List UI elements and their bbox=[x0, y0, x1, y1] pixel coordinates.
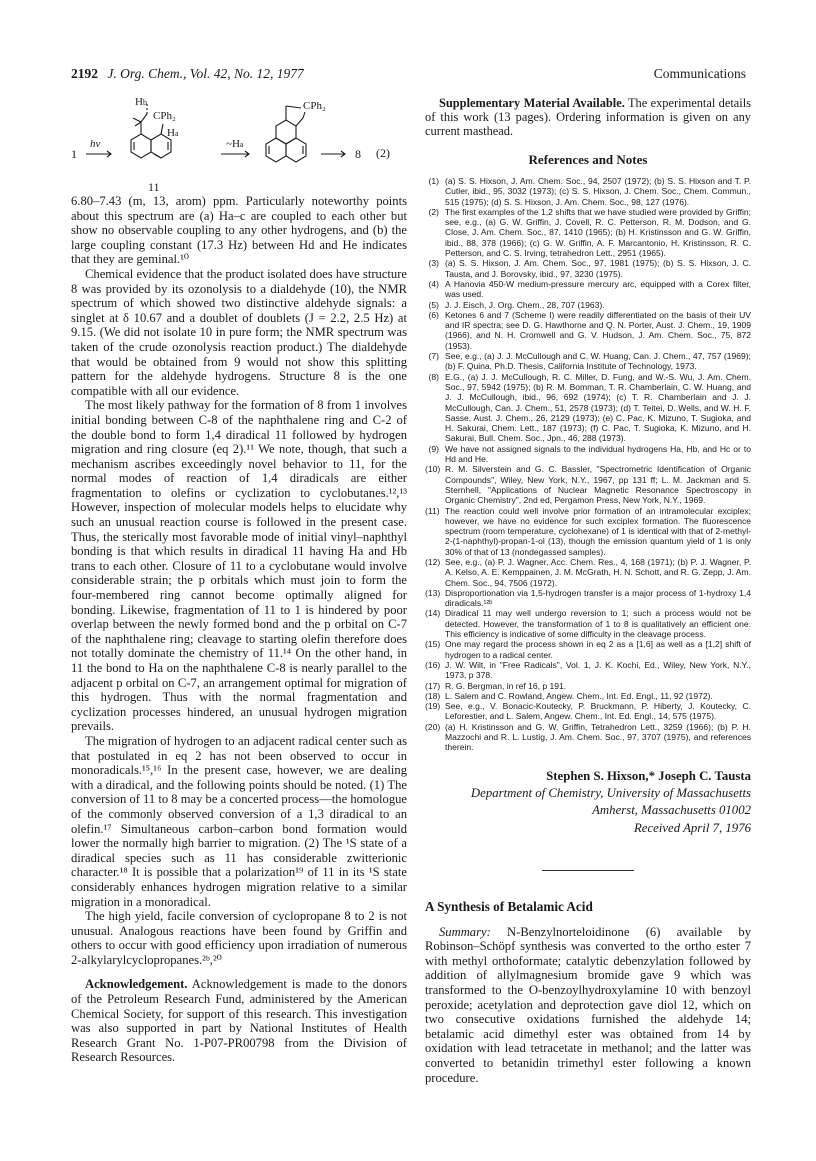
acknowledgement bbox=[71, 977, 407, 1065]
supplementary-material bbox=[425, 96, 751, 138]
cph2-label-intermediate: CPh₂ bbox=[303, 100, 326, 112]
reference-item: (10) R. M. Silverstein and G. C. Bassler, "Spectrometric Identification of Organic Compounds", Wiley, New York, N.Y., 1967, pp 131 ff; L. M. Jackman and S. Sternhell, "Applications of Nuclear Magnetic Resonance Spectroscopy in Organic Chemistry", 2nd ed, Pergamon Press, New York, N.Y., 1969. bbox=[425, 464, 751, 506]
acknowledgement-text: Acknowledgement is made to the donors of the Petroleum Research Fund, administered by the American Chemical Society, for support of this research. This investigation was also supported in part by National Institutes of Health Research Grant No. 1-P07-PR00798 from the Division of Research Resources. bbox=[71, 977, 407, 1065]
section-divider bbox=[542, 870, 634, 871]
ha-label: Ha bbox=[167, 127, 179, 139]
reference-item: (3) (a) S. S. Hixson, J. Am. Chem. Soc., 97, 1981 (1975); (b) S. S. Hixson, J. C. Tausta, and J. Borovsky, ibid., 97, 3230 (1975). bbox=[428, 258, 751, 279]
compound-8-label: 8 bbox=[355, 147, 361, 161]
paragraph-cyclopropane: The high yield, facile conversion of cyclopropane 8 to 2 is not unusual. Analogous reactions have been found by Griffin and others to occur with good efficiency upon irradiation of numerous 2-alkylarylcyclopropanes.²ᵇ,²⁰ bbox=[71, 909, 407, 967]
summary-text: N-Benzylnorteloidinone (6) available by Robinson–Schöpf synthesis was converted to the ortho ester 7 with methyl orthoformate; catalytic debenzylation followed by addition of allylmagnesium bromide gave 9 which was transformed to the O-benzoylhydroxylamine 10 with benzoyl peroxide; acetylation and deprotection gave diol 12, which on two consecutive oxidations furnished the aldehyde 14; betalamic acid dimethyl ester was obtained from 14 by oxidation with lead tetracetate in methanol; and the latter was converted to betanidin trimethyl ester following a known procedure. bbox=[425, 924, 751, 1085]
reference-item: (14) Diradical 11 may well undergo reversion to 1; such a process would not be detected. However, the transformation of 1 to 8 is qualitatively an efficient one. This efficiency is indicative of some difficulty in the cleavage process. bbox=[425, 608, 751, 640]
paragraph-chemical-evidence: Chemical evidence that the product isolated does have structure 8 was provided by its ozonolysis to a dialdehyde (10), the NMR spectrum of which showed two distinctive aldehyde signals: a singlet at δ 10.67 and a doublet of doublets (J = 2.2, 2.5 Hz) at 9.15. (We did not isolate 10 in pure form; the NMR spectrum was taken of the crude ozonolysis reaction product.) The dialdehyde that would be obtained from 9 would not show this splitting pattern for the aldehyde hydrogens. Structure 8 is the one compatible with all our evidence. bbox=[71, 266, 407, 398]
paragraph-migration: The migration of hydrogen to an adjacent radical center such as that postulated in eq 2 has not been observed to occur in monoradicals.¹⁵,¹⁶ In the present case, however, we are dealing with a diradical, and the following points should be noted. (1) The conversion of 11 to 8 may be a concerted process—the homologue of the commonly observed conversion of a 1,3 diradical to an olefin.¹⁷ Simultaneous carbon–carbon bond formation would lower the normally high barrier to migration. (2) The ¹S state of a diradical species such as 11 has considerable zwitterionic character.¹⁸ It is possible that a polarization¹⁹ of 11 in its ¹S state considerably enhances hydrogen migration relative to a similar migration in a monoradical. bbox=[71, 733, 407, 909]
section-title: Communications bbox=[653, 66, 746, 81]
journal-citation: J. Org. Chem., Vol. 42, No. 12, 1977 bbox=[107, 66, 304, 81]
reference-item: (8) E.G., (a) J. J. McCullough, R. C. Miller, D. Fung, and W.-S. Wu, J. Am. Chem. Soc., 97, 5942 (1975); (b) R. M. Bomman, T. R. Chamberlain, C. W. Huang, and J. J. McCullough, ibid., 96, 692 (1974); (c) T. R. Chamberlain and J. J. McCullough, Can. J. Chem., 51, 2578 (1973); (d) T. Teitei, D. Wells, and W. H. F. Sasse, Aust. J. Chem., 26, 2129 (1973); (e) C. Pac, K. Mizuno, T. Sugioka, and H. Sakurai, Chem. Lett., 187 (1973); (f) C. Pac, T. Sugioka, K. Mizuno, and H. Sakurai, Bull. Chem. Soc., Jpn., 46, 288 (1973). bbox=[428, 371, 751, 444]
left-column bbox=[71, 94, 407, 1065]
reference-item: (11) The reaction could well involve prior formation of an intramolecular exciplex; however, we have no evidence for such exciplex formation. The fluorescence spectrum (room temperature, cyclohexane) of 1 is identical with that of 2-methyl-2-(1-naphthyl)-propan-1-ol (13), though the emission quantum yield of 1 is only 30% of that of 13 (nondegassed samples). bbox=[425, 505, 751, 557]
affiliation-line-1: Department of Chemistry, University of Massachusetts bbox=[470, 785, 751, 800]
supplementary-title: Supplementary Material Available. bbox=[439, 96, 625, 110]
reference-item: (17) R. G. Bergman, in ref 16, p 191. bbox=[425, 680, 567, 691]
page-number: 2192 bbox=[71, 66, 98, 81]
references-list bbox=[425, 176, 751, 753]
article-title: A Synthesis of Betalamic Acid bbox=[425, 898, 593, 914]
right-column bbox=[425, 96, 751, 1098]
reference-item: (20) (a) H. Kristinsson and G. W. Griffin, Tetrahedron Lett., 3259 (1966); (b) P. H. Mazzochi and R. L. Lustig, J. Am. Chem. Soc., 97, 3707 (1975), and references therein. bbox=[425, 721, 751, 753]
paragraph-nmr: 6.80–7.43 (m, 13, arom) ppm. Particularly noteworthy points about this spectrum are (a) Ha–c are coupled to each other but show no observable coupling to any other hydrogens, and (b) the large coupling constant (17.3 Hz) between Hd and He indicates that they are geminal.¹⁰ bbox=[71, 194, 407, 267]
author-names: Stephen S. Hixson,* Joseph C. Tausta bbox=[546, 768, 751, 783]
reference-item: (2) The first examples of the 1,2 shifts that we have studied were provided by Griffin; see, e.g., (a) G. W. Griffin, J. Covell, R. C. Petterson, R. M. Dodson, and G. Close, J. Am. Chem. Soc., 87, 1410 (1965); (b) H. Kristinsson and G. W. Griffin, ibid., 88, 378 (1966); (c) G. W. Griffin, A. F. Marcantonio, H. Kristinsson, R. C. Petterson, and C. S. Irving, tetrahedron Lett., 2951 (1965). bbox=[428, 206, 751, 259]
summary-label: Summary: bbox=[439, 924, 491, 939]
equation-number: (2) bbox=[376, 146, 390, 160]
reference-item: (9) We have not assigned signals to the individual hydrogens Ha, Hb, and Hc or to Hd and He. bbox=[428, 443, 751, 465]
reference-item: (15) One may regard the process shown in eq 2 as a [1,6] as well as a [1,2] shift of hydrogen to a radical center. bbox=[425, 639, 751, 660]
hb-label: Hb bbox=[135, 96, 147, 108]
compound-1-label: 1 bbox=[71, 147, 77, 161]
received-date: Received April 7, 1976 bbox=[633, 820, 751, 835]
reaction-scheme-eq2 bbox=[71, 94, 407, 194]
cph2-label-11: CPh₂ bbox=[153, 110, 176, 122]
reference-item: (13) Disproportionation via 1,5-hydrogen transfer is a major process of 1-hydroxy 1,4 diradicals.¹²ᵇ bbox=[425, 587, 751, 609]
running-header-left bbox=[71, 66, 304, 82]
supplementary-text: The experimental details of this work (13 pages). Ordering information is given on any current masthead. bbox=[425, 96, 751, 138]
acknowledgement-title: Acknowledgement. bbox=[85, 977, 188, 992]
reference-item: (12) See, e.g., (a) P. J. Wagner, Acc. Chem. Res., 4, 168 (1971); (b) P. J. Wagner, P. A. Kelso, A. E. Kemppainen, J. M. McGrath, H. N. Schott, and R. G. Zepp, J. Am. Chem. Soc., 94, 7506 (1972). bbox=[425, 556, 751, 588]
reference-item: (16) J. W. Wilt, in "Free Radicals", Vol. 1, J. K. Kochi, Ed., Wiley, New York, N.Y., 1973, p 378. bbox=[425, 659, 751, 681]
reference-item: (6) Ketones 6 and 7 (Scheme I) were readily differentiated on the basis of their UV and IR spectra; see D. G. Hawthorne and Q. N. Porter, Aust. J. Chem., 19, 1909 (1966), and N. H. Cromwell and G. V. Hudson, J. Am. Chem. Soc., 75, 872 (1953). bbox=[428, 309, 751, 351]
hv-label: hν bbox=[90, 138, 101, 150]
paragraph-mechanism: The most likely pathway for the formation of 8 from 1 involves initial bonding between C-8 of the naphthalene ring and C-2 of the double bond to form 1,4 diradical 11 followed by hydrogen migration and ring closure (eq 2).¹¹ We note, though, that such a mechanism ascribes exceedingly novel behavior to 11, for the normal modes of reaction of 1,4 diradicals are either fragmentation to olefins or cyclization to cyclobutanes.¹²,¹³ However, inspection of molecular models helps to elucidate why such an unusual reaction course is followed in the present case. Thus, the sterically most favorable mode of initial vinyl–naphthyl bonding is that which results in diradical 11 having Ha and Hb trans to each other. Closure of 11 to a cyclobutane would involve considerable strain; the p orbitals which must join to form the four-membered ring cannot become optimally aligned for bonding. Likewise, fragmentation of 11 to 1 is hindered by poor overlap between the newly formed bond and the p orbital on C-7 of the naphthalene ring; cleavage to starting olefin therefore does not totally dominate the chemistry of 11.¹⁴ On the other hand, in 11 the bond to Ha on the naphthalene C-8 is nearly parallel to the adjacent p orbital on C-7, an arrangement optimal for migration of this hydrogen. Thus with the normal fragmentation and cyclization processes hindered, an unusual hydrogen migration prevails. bbox=[71, 398, 407, 734]
summary bbox=[425, 925, 751, 1086]
reference-item: (5) J. J. Eisch, J. Org. Chem., 28, 707 (1963). bbox=[428, 299, 605, 310]
compound-11-label: 11 bbox=[148, 180, 160, 194]
reference-item: (7) See, e.g., (a) J. J. McCullough and C. W. Huang, Can. J. Chem., 47, 757 (1969); (b) F. Quina, Ph.D. Thesis, California Institute of Technology, 1973. bbox=[428, 351, 751, 372]
h-shift-label: ~Ha bbox=[226, 138, 244, 150]
reference-item: (18) L. Salem and C. Rowland, Angew. Chem., Int. Ed. Engl., 11, 92 (1972). bbox=[425, 690, 713, 701]
reference-item: (1) (a) S. S. Hixson, J. Am. Chem. Soc., 94, 2507 (1972); (b) S. S. Hixson and T. P. Cutler, ibid., 95, 3032 (1973); (c) S. S. Hixson, J. Chem. Soc., Chem. Commun., 515 (1975); (d) S. S. Hixson, J. Am. Chem. Soc., 98, 127 (1976). bbox=[428, 176, 751, 207]
reference-item: (4) A Hanovia 450-W medium-pressure mercury arc, equipped with a Corex filter, was used. bbox=[428, 278, 751, 300]
affiliation-line-2: Amherst, Massachusetts 01002 bbox=[592, 802, 751, 817]
references-heading: References and Notes bbox=[528, 152, 648, 167]
reference-item: (19) See, e.g., V. Bonacic-Koutecky, P. Bruckmann, P. Hiberty, J. Koutecky, C. Leforestier, and L. Salem, Angew. Chem., Int. Ed. Engl., 14, 575 (1975). bbox=[425, 701, 751, 722]
